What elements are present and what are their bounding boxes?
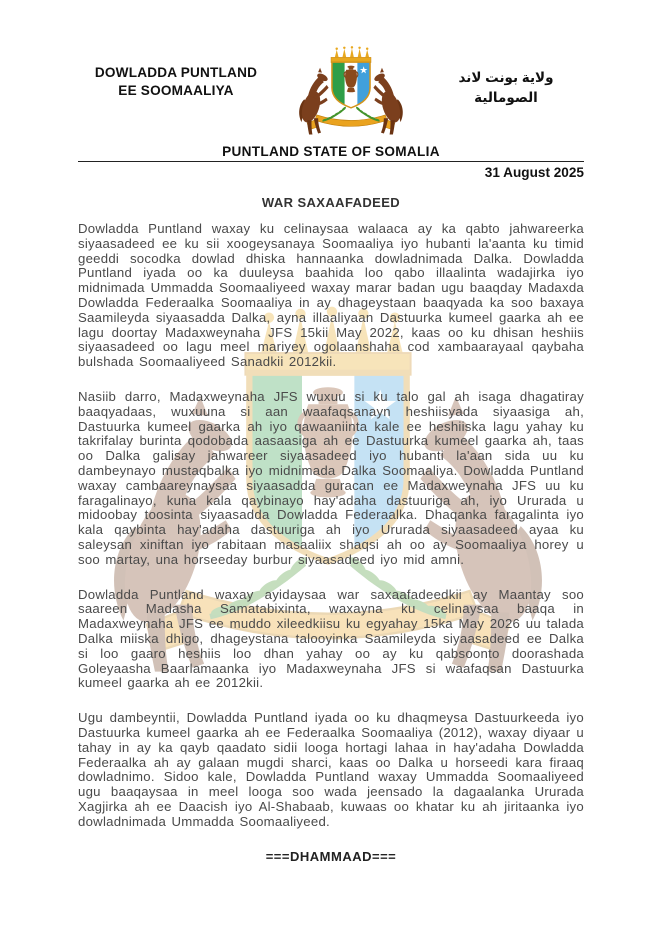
body-paragraph: Ugu dambeyntii, Dowladda Puntland iyada oo ku dhaqmeysa Dastuurkeeda iyo Dastuurka kumeel gaarka ah ee Federaalka Soomaaliya (2012), waxay diyaar u tahay in ay ka qayb qaadato sidii looga hortagi lahaa in hay'adaha Dowladda Federaalka ah ay galaan mugdi sharci, kaas oo Dalka u horseedi kara firaaq dowladnimo. Sidoo kale, Dowladda Puntland waxay Ummadda Soomaaliyeed ugu baaqaysaa in meel looga soo wada jeensado la dagaalanka Ururada Xagjirka ah ee Daacish iyo Al-Shabaab, kuwaas oo khatar ku ah jiritaanka iyo dowladnimada Ummadda Soomaaliyeed. — [78, 710, 584, 829]
org-name-line2: EE SOOMAALIYA — [118, 83, 234, 99]
document-date: 31 August 2025 — [484, 165, 584, 180]
org-name-arabic-line2: الصومالية — [474, 90, 538, 106]
document-body — [78, 222, 584, 829]
org-name-somali — [78, 44, 274, 101]
end-marker: ===DHAMMAAD=== — [265, 849, 397, 865]
org-name-line1: DOWLADDA PUNTLAND — [94, 65, 258, 80]
document-title: WAR SAXAAFADEED — [261, 195, 401, 210]
letterhead — [78, 44, 584, 144]
org-name-arabic — [428, 44, 584, 109]
state-title: PUNTLAND STATE OF SOMALIA — [222, 144, 440, 159]
org-name-arabic-line1: ولاية بونت لاند — [458, 70, 554, 85]
header-divider — [78, 161, 584, 162]
body-paragraph: Nasiib darro, Madaxweynaha JFS wuxuu si ku talo gal ah isaga dhagatiray baaqyadaas, wuxuuna si aan waafaqsanayn heshiisyada siyaasiga ah, Dastuurka kumeel gaarka ah iyo qawaaniinta kale ee heshiiska lagu yahay ku takrifalay burinta qodobada aasaasiga ah ee Dastuurka kumeel gaarka ah, taas oo Dalka galisay jahwareer siyaasadeed iyo hubanti la'aan sida uu ku dambeynayo mustaqbalka iyo midnimada Dalka Soomaaliya. Dowladda Puntland waxay cambaareynaysaa siyaasadda guracan ee Madaxweynaha JFS uu ku faragalinayo, kuna kala qaybinayo hay'adaha dastuuriga ah, iyo Ururada u midoobay toosinta siyaasadda Dowladda Federaalka. Dhaqanka faragalinta iyo kala qaybinta hay'adaha dastuuriga ah iyo Ururada siyaasadeed ayaa ku saleysan xiniftan iyo rabitaan masaaliix shaqsi ah oo ay Soomaaliya horey u soo martay, una horseeday burbur siyaasadeed iyo mid amni. — [78, 388, 584, 567]
body-paragraph: Dowladda Puntland waxay ayidaysaa war saxaafadeedkii ay Maantay soo saareen Madasha Samatabixinta, waxayna ku celinaysaa baaqa in Madaxweynaha JFS ee muddo xileedkiisu ku egyahay 15ka May 2026 uu talada Dalka miiska dhigo, dhageystana talooyinka Saamileyda siyaasadeed ee Dalka si loo gaaro heshiis loo dhan yahay oo ay ku qabsoonto doorashada Goleyaasha Baarlamaanka iyo Madaxweynaha JFS si waafaqsan Dastuurka kumeel gaarka ah ee 2012kii. — [78, 586, 584, 691]
body-paragraph: Dowladda Puntland waxay ku celinaysaa walaaca ay ka qabto jahwareerka siyaasadeed ee ku sii xoogeysanaya Soomaaliya iyo hubanti la'aanta ku timid geeddi socodka dowlad dhiska hannaanka dowladnimada Dalka. Dowladda Puntland iyada oo ka duuleysa baahida loo qabo illaalinta wadajirka iyo midnimada Ummadda Soomaaliyeed waxay marar badan ugu baaqday Madaxda Dowladda Federaalka Soomaaliya in ay dhageystaan baaqyada ka soo baxaya Saamileyda siyaasadda Dalka, ayna illaaliyaan Dastuurka kumeel gaarka ah ee lagu doortay Madaxweynaha JFS 15kii May 2022, kaas oo ku dhisan heshiis siyaasadeed oo lagu meel mariyey ogolaanshaha cod xambaarayaal qaybaha bulshada Soomaaliyeed Sanadkii 2012kii. — [78, 221, 584, 370]
puntland-coat-of-arms-logo — [292, 44, 410, 144]
